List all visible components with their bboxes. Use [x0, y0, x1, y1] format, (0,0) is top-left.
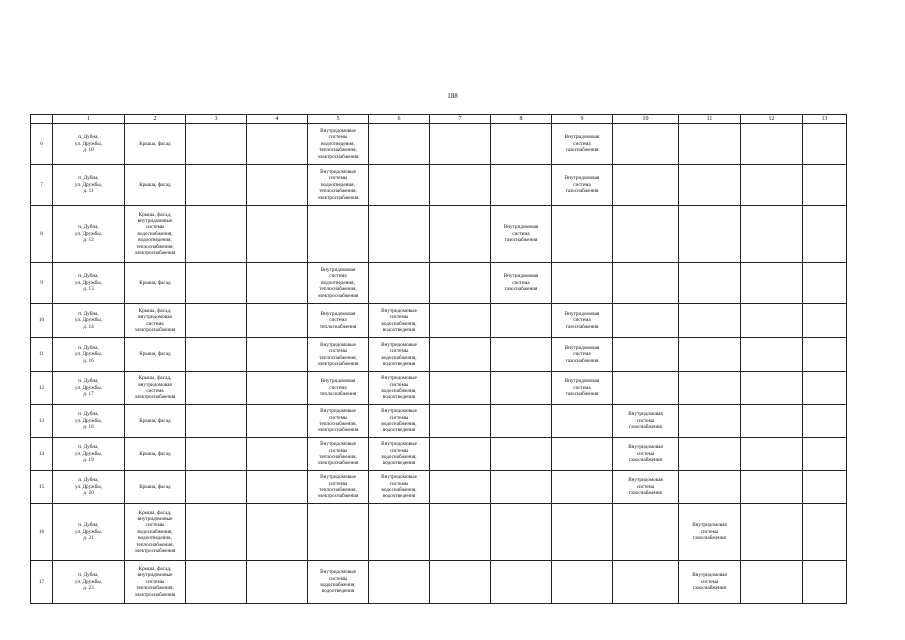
- table-cell-empty: [247, 561, 308, 604]
- row-number-cell: 13: [31, 405, 53, 438]
- table-cell: Внутридомовая система газоснабжения: [491, 263, 552, 304]
- header-cell: 4: [247, 115, 308, 124]
- table-cell-empty: [430, 124, 491, 165]
- address-cell: п. Дубна, ул. Дружбы, д. 10: [53, 124, 125, 165]
- table-row: [31, 263, 847, 304]
- table-cell: Крыша, фасад: [125, 405, 186, 438]
- table-cell-empty: [803, 372, 847, 405]
- table-cell: [679, 372, 741, 405]
- table-row: [31, 165, 847, 206]
- table-cell-empty: [186, 372, 247, 405]
- table-row: [31, 504, 847, 561]
- table-cell: [369, 263, 430, 304]
- table-cell: [679, 124, 741, 165]
- table-cell: [491, 165, 552, 206]
- table-cell-empty: [247, 372, 308, 405]
- table-cell: Внутридомовая система теплоснабжения: [308, 372, 369, 405]
- table-cell-empty: [430, 471, 491, 504]
- table-cell-empty: [247, 471, 308, 504]
- table-cell-empty: [186, 338, 247, 372]
- table-cell-empty: [430, 504, 491, 561]
- table-cell-empty: [186, 165, 247, 206]
- table-cell-empty: [741, 124, 803, 165]
- table-cell: [308, 206, 369, 263]
- header-cell: 5: [308, 115, 369, 124]
- header-row: [31, 115, 847, 124]
- table-cell: [679, 263, 741, 304]
- table-cell: [613, 206, 679, 263]
- table-cell-empty: [741, 304, 803, 338]
- repair-schedule-table: [30, 114, 847, 604]
- table-cell-empty: [430, 206, 491, 263]
- table-cell: [613, 304, 679, 338]
- table-cell: Крыша, фасад, внутридомовые системы водоснабжения, водоотведения, теплоснабжения, электроснабжения: [125, 504, 186, 561]
- row-number-cell: 17: [31, 561, 53, 604]
- table-cell-empty: [741, 206, 803, 263]
- table-cell-empty: [741, 504, 803, 561]
- table-cell-empty: [803, 206, 847, 263]
- table-cell: [491, 405, 552, 438]
- table-cell: Внутридомовые системы водоотведения, теплоснабжения, электроснабжения: [308, 124, 369, 165]
- header-cell: 11: [679, 115, 741, 124]
- table-cell: [369, 124, 430, 165]
- table-cell: Внутридомовая система газоснабжения: [613, 438, 679, 471]
- table-cell-empty: [247, 124, 308, 165]
- header-cell: 9: [552, 115, 613, 124]
- table-cell-empty: [741, 561, 803, 604]
- table-cell: [613, 124, 679, 165]
- table-cell-empty: [247, 438, 308, 471]
- table-cell-empty: [186, 561, 247, 604]
- table-cell: [613, 263, 679, 304]
- table-cell-empty: [803, 561, 847, 604]
- table-cell-empty: [247, 405, 308, 438]
- table-cell-empty: [247, 165, 308, 206]
- table-cell: Внутридомовые системы водоснабжения, водоотведения: [369, 438, 430, 471]
- table-cell-empty: [803, 504, 847, 561]
- table-cell-empty: [186, 206, 247, 263]
- table-cell: Внутридомовые системы водоснабжения, водоотведения: [308, 561, 369, 604]
- row-number-cell: 6: [31, 124, 53, 165]
- table-cell: Крыша, фасад: [125, 263, 186, 304]
- table-cell: [491, 471, 552, 504]
- table-cell: Крыша, фасад, внутридомовые системы водоснабжения, водоотведения, теплоснабжения, электроснабжения: [125, 206, 186, 263]
- table-cell: Внутридомовые системы теплоснабжения, электроснабжения: [308, 438, 369, 471]
- row-number-cell: 15: [31, 471, 53, 504]
- table-cell: Крыша, фасад: [125, 124, 186, 165]
- table-cell-empty: [430, 263, 491, 304]
- row-number-cell: 16: [31, 504, 53, 561]
- table-cell: [552, 405, 613, 438]
- table-cell-empty: [741, 338, 803, 372]
- table-cell-empty: [186, 263, 247, 304]
- table-cell: Внутридомовые системы водоснабжения, водоотведения: [369, 372, 430, 405]
- table-cell-empty: [803, 471, 847, 504]
- table-cell: Крыша, фасад, внутридомовые системы теплоснабжения, электроснабжения: [125, 561, 186, 604]
- header-cell: 12: [741, 115, 803, 124]
- table-cell-empty: [741, 372, 803, 405]
- header-cell: 2: [125, 115, 186, 124]
- table-cell: Внутридомовые системы теплоснабжения, электроснабжения: [308, 471, 369, 504]
- table-cell: Внутридомовая система газоснабжения: [679, 561, 741, 604]
- table-cell-empty: [741, 471, 803, 504]
- table-cell-empty: [430, 304, 491, 338]
- row-number-cell: 8: [31, 206, 53, 263]
- header-cell: 8: [491, 115, 552, 124]
- table-cell-empty: [430, 438, 491, 471]
- table-cell: [679, 304, 741, 338]
- header-cell: 1: [53, 115, 125, 124]
- table-cell: [679, 471, 741, 504]
- table-cell: [552, 263, 613, 304]
- header-cell: 3: [186, 115, 247, 124]
- table-cell-empty: [186, 124, 247, 165]
- table-cell: Внутридомовая система водоотведения, теплоснабжения, электроснабжения: [308, 263, 369, 304]
- table-cell-empty: [430, 338, 491, 372]
- table-cell: Внутридомовые системы водоснабжения, водоотведения: [369, 405, 430, 438]
- table-cell: [613, 504, 679, 561]
- table-cell: [613, 338, 679, 372]
- table-cell: Внутридомовые системы теплоснабжения, электроснабжения: [308, 405, 369, 438]
- table-cell-empty: [803, 338, 847, 372]
- table-cell: [491, 438, 552, 471]
- row-number-cell: 9: [31, 263, 53, 304]
- table-cell-empty: [186, 304, 247, 338]
- table-cell: [369, 165, 430, 206]
- table-cell-empty: [741, 263, 803, 304]
- table-row: [31, 304, 847, 338]
- page-number: 188: [447, 92, 458, 100]
- address-cell: п. Дубна, ул. Дружбы, д. 16: [53, 338, 125, 372]
- table-cell-empty: [186, 405, 247, 438]
- table-cell: [679, 206, 741, 263]
- table-cell: [369, 206, 430, 263]
- row-number-cell: 10: [31, 304, 53, 338]
- table-cell: Внутридомовая система газоснабжения: [613, 471, 679, 504]
- table-cell: Внутридомовые системы теплоснабжения, электроснабжения: [308, 338, 369, 372]
- address-cell: п. Дубна, ул. Дружбы, д. 20: [53, 471, 125, 504]
- address-cell: п. Дубна, ул. Дружбы, д. 11: [53, 165, 125, 206]
- table-cell: Внутридомовая система газоснабжения: [552, 304, 613, 338]
- table-cell-empty: [741, 165, 803, 206]
- table-cell-empty: [247, 206, 308, 263]
- table-row: [31, 471, 847, 504]
- row-number-cell: 11: [31, 338, 53, 372]
- table-cell: [491, 372, 552, 405]
- header-cell: 7: [430, 115, 491, 124]
- table-cell: Внутридомовая система газоснабжения: [552, 372, 613, 405]
- row-number-cell: 7: [31, 165, 53, 206]
- table-cell-empty: [430, 405, 491, 438]
- table-cell: [552, 504, 613, 561]
- table-cell: [491, 304, 552, 338]
- table-cell: Внутридомовая система газоснабжения: [613, 405, 679, 438]
- table-cell: Внутридомовые системы водоснабжения, водоотведения: [369, 338, 430, 372]
- table-cell: [491, 561, 552, 604]
- table-row: [31, 561, 847, 604]
- table-row: [31, 372, 847, 405]
- table-cell: Крыша, фасад, внутридомовая система электроснабжения: [125, 372, 186, 405]
- table-row: [31, 206, 847, 263]
- table-cell: [679, 438, 741, 471]
- table-cell-empty: [803, 304, 847, 338]
- table-cell: Крыша, фасад, внутридомовая система электроснабжения: [125, 304, 186, 338]
- table-cell: [491, 504, 552, 561]
- table-cell: [679, 405, 741, 438]
- table-cell-empty: [247, 504, 308, 561]
- table-cell: [613, 165, 679, 206]
- table-cell: Крыша, фасад: [125, 338, 186, 372]
- header-cell: 13: [803, 115, 847, 124]
- table-cell: Крыша, фасад: [125, 438, 186, 471]
- table-cell-empty: [803, 405, 847, 438]
- table-cell: [552, 561, 613, 604]
- table-row: [31, 438, 847, 471]
- table-cell: Внутридомовая система газоснабжения: [491, 206, 552, 263]
- table-cell: Внутридомовая система газоснабжения: [552, 165, 613, 206]
- table-cell: Внутридомовая система теплоснабжения: [308, 304, 369, 338]
- table-cell: Крыша, фасад: [125, 471, 186, 504]
- address-cell: п. Дубна, ул. Дружбы, д. 23: [53, 561, 125, 604]
- table-cell-empty: [741, 405, 803, 438]
- table-cell: Крыша, фасад: [125, 165, 186, 206]
- header-cell: 10: [613, 115, 679, 124]
- table-cell-empty: [803, 165, 847, 206]
- address-cell: п. Дубна, ул. Дружбы, д. 17: [53, 372, 125, 405]
- table-cell: [308, 504, 369, 561]
- table-cell: Внутридомовые системы водоотведения, теплоснабжения, электроснабжения: [308, 165, 369, 206]
- table-cell-empty: [430, 165, 491, 206]
- address-cell: п. Дубна, ул. Дружбы, д. 19: [53, 438, 125, 471]
- table-cell-empty: [186, 471, 247, 504]
- table-row: [31, 124, 847, 165]
- table-cell-empty: [247, 263, 308, 304]
- table-cell: [369, 504, 430, 561]
- table-cell-empty: [803, 438, 847, 471]
- table-cell: [552, 206, 613, 263]
- table-cell-empty: [247, 338, 308, 372]
- table-cell-empty: [247, 304, 308, 338]
- address-cell: п. Дубна, ул. Дружбы, д. 18: [53, 405, 125, 438]
- address-cell: п. Дубна, ул. Дружбы, д. 12: [53, 206, 125, 263]
- header-cell: 6: [369, 115, 430, 124]
- row-number-cell: 12: [31, 372, 53, 405]
- table-cell: [679, 338, 741, 372]
- table-cell: [552, 438, 613, 471]
- table-cell: [369, 561, 430, 604]
- table-cell-empty: [803, 263, 847, 304]
- table-cell: [552, 471, 613, 504]
- address-cell: п. Дубна, ул. Дружбы, д. 13: [53, 263, 125, 304]
- table-cell: [613, 561, 679, 604]
- table-row: [31, 405, 847, 438]
- table-cell: Внутридомовая система газоснабжения: [679, 504, 741, 561]
- table-cell-empty: [430, 561, 491, 604]
- table-cell: [491, 124, 552, 165]
- address-cell: п. Дубна, ул. Дружбы, д. 14: [53, 304, 125, 338]
- table-cell: Внутридомовая система газоснабжения: [552, 124, 613, 165]
- table-cell: [491, 338, 552, 372]
- table-cell: Внутридомовые системы водоснабжения, водоотведения: [369, 471, 430, 504]
- table-cell: Внутридомовая система газоснабжения: [552, 338, 613, 372]
- address-cell: п. Дубна, ул. Дружбы, д. 21: [53, 504, 125, 561]
- table-cell-empty: [803, 124, 847, 165]
- table-cell-empty: [430, 372, 491, 405]
- row-number-cell: 14: [31, 438, 53, 471]
- table-row: [31, 338, 847, 372]
- table-cell-empty: [741, 438, 803, 471]
- table-cell-empty: [186, 438, 247, 471]
- header-cell-blank: [31, 115, 53, 124]
- table-cell-empty: [186, 504, 247, 561]
- table-cell: [613, 372, 679, 405]
- table-cell: [679, 165, 741, 206]
- table-cell: Внутридомовые системы водоснабжения, водоотведения: [369, 304, 430, 338]
